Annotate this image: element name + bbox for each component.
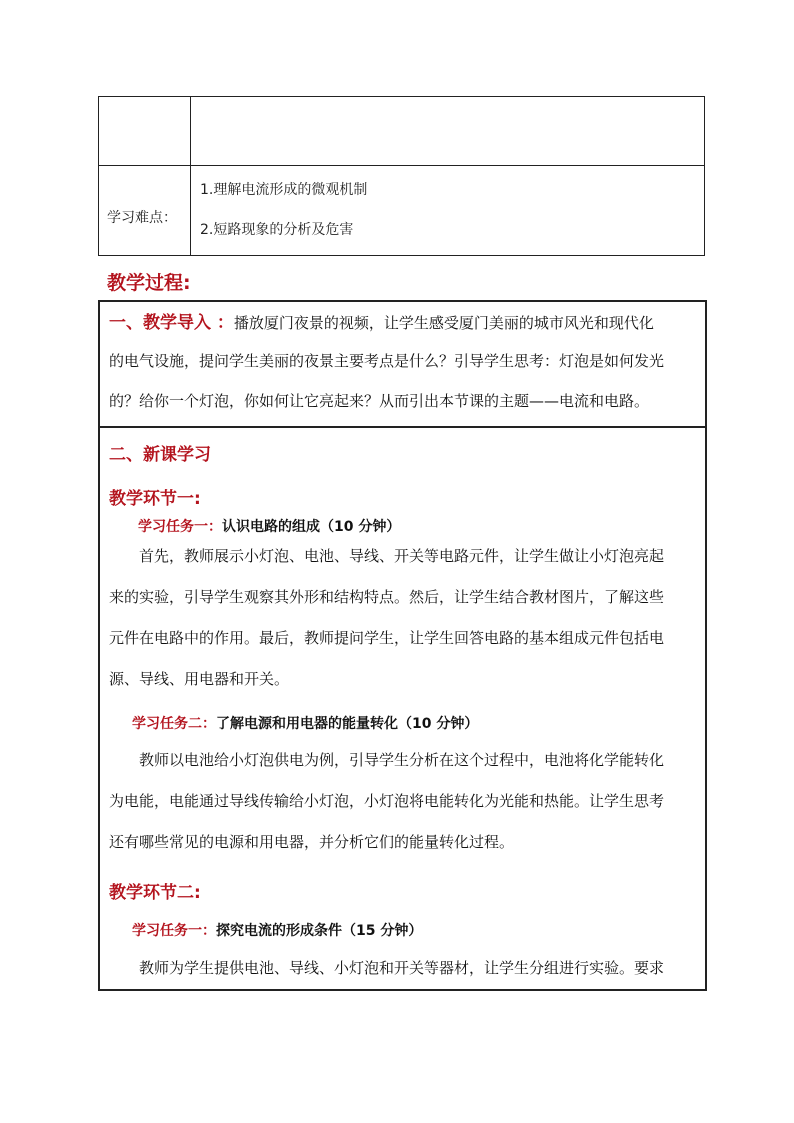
body-line: 教师以电池给小灯泡供电为例，引导学生分析在这个过程中，电池将化学能转化 bbox=[139, 751, 665, 769]
intro-line-2: 的电气设施，提问学生美丽的夜景主要考点是什么？引导学生思考：灯泡是如何发光 bbox=[109, 352, 665, 370]
segment-1-task-2 bbox=[132, 713, 478, 733]
body-line: 还有哪些常见的电源和用电器，并分析它们的能量转化过程。 bbox=[109, 833, 515, 851]
body-line: 为电能，电能通过导线传输给小灯泡，小灯泡将电能转化为光能和热能。让学生思考 bbox=[109, 792, 665, 810]
segment-2-task-1-body bbox=[109, 948, 699, 989]
body-line: 来的实验，引导学生观察其外形和结构特点。然后，让学生结合教材图片，了解这些 bbox=[109, 588, 665, 606]
intro-text-1: 播放厦门夜景的视频，让学生感受厦门美丽的城市风光和现代化 bbox=[233, 314, 654, 332]
task-label: 学习任务一： bbox=[138, 519, 222, 535]
new-lesson-heading: 二、新课学习 bbox=[109, 445, 211, 465]
difficulty-label: 学习难点： bbox=[107, 210, 177, 226]
table-column-divider bbox=[190, 97, 191, 255]
process-title: 教学过程: bbox=[107, 272, 191, 294]
segment-1-task-1 bbox=[138, 516, 400, 536]
table-row-divider bbox=[99, 165, 704, 166]
body-line: 源、导线、用电器和开关。 bbox=[109, 670, 290, 688]
task-title: 认识电路的组成（10 分钟） bbox=[222, 519, 401, 535]
intro-line-1 bbox=[109, 305, 654, 342]
segment-1-heading: 教学环节一: bbox=[109, 489, 201, 509]
intro-box bbox=[98, 300, 707, 428]
new-lesson-box bbox=[98, 426, 707, 991]
segment-1-task-2-body bbox=[109, 740, 699, 863]
task-title: 了解电源和用电器的能量转化（10 分钟） bbox=[216, 716, 479, 732]
body-line: 首先，教师展示小灯泡、电池、导线、开关等电路元件，让学生做让小灯泡亮起 bbox=[139, 547, 665, 565]
difficulty-item-2: 2.短路现象的分析及危害 bbox=[200, 222, 354, 238]
body-line: 元件在电路中的作用。最后，教师提问学生，让学生回答电路的基本组成元件包括电 bbox=[109, 629, 665, 647]
body-line: 教师为学生提供电池、导线、小灯泡和开关等器材，让学生分组进行实验。要求 bbox=[139, 959, 665, 977]
segment-1-task-1-body bbox=[109, 536, 699, 700]
task-label: 学习任务二： bbox=[132, 716, 216, 732]
segment-2-heading: 教学环节二: bbox=[109, 883, 201, 903]
difficulty-item-1: 1.理解电流形成的微观机制 bbox=[200, 182, 368, 198]
intro-line-3: 的？给你一个灯泡，你如何让它亮起来？从而引出本节课的主题——电流和电路。 bbox=[109, 392, 650, 410]
intro-heading: 一、教学导入 ： bbox=[109, 313, 234, 333]
difficulty-table bbox=[98, 96, 705, 256]
segment-2-task-1 bbox=[132, 920, 422, 940]
task-label: 学习任务一： bbox=[132, 923, 216, 939]
task-title: 探究电流的形成条件（15 分钟） bbox=[216, 923, 423, 939]
